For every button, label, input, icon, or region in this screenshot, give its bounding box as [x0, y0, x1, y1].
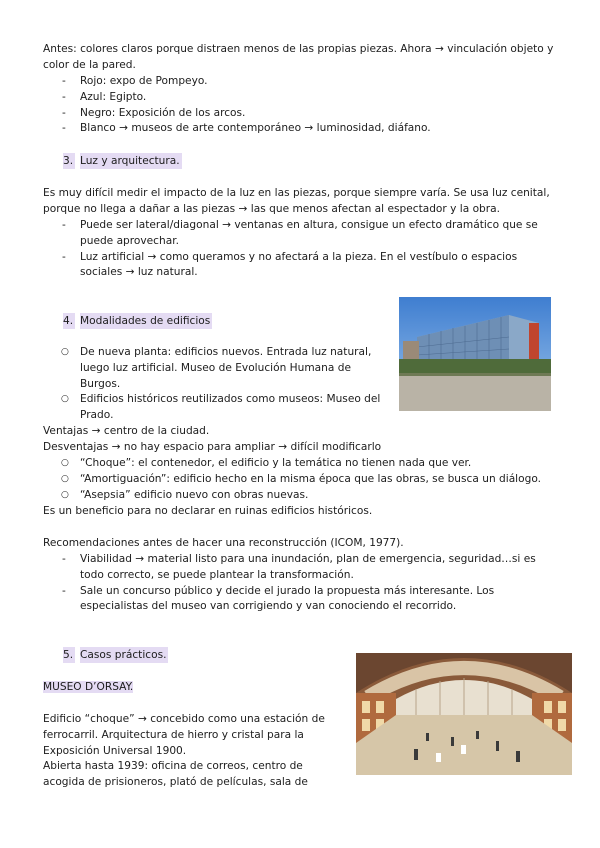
section-number: 5. [63, 649, 74, 661]
list-item: ○ De nueva planta: edificios nuevos. Entrada luz natural, luego luz artificial. Museo de Evolución Humana de Burgos. [61, 346, 372, 390]
ventajas-line: Ventajas → centro de la ciudad. [43, 425, 210, 437]
intro-paragraph: Antes: colores claros porque distraen menos de las propias piezas. Ahora → vinculación objeto y color de la pared. [43, 43, 554, 71]
section-4-sublist [43, 456, 558, 503]
list-item: - Rojo: expo de Pompeyo. [43, 74, 558, 90]
dash-marker: - [62, 584, 66, 597]
section-3-list [43, 218, 558, 281]
list-item: - Sale un concurso público y decide el jurado la propuesta más interesante. Los especialistas del museo van corrigiendo y van conociendo el recorrido. [62, 584, 495, 613]
dash-marker: - [62, 553, 66, 565]
desventajas-line: Desventajas → no hay espacio para ampliar → difícil modificarlo [43, 441, 382, 453]
section-number: 4. [63, 315, 74, 327]
recommendations-list [43, 552, 558, 615]
benefit-line: Es un beneficio para no declarar en ruinas edificios históricos. [43, 505, 373, 517]
list-item: - Viabilidad → material listo para una inundación, plan de emergencia, seguridad…si es todo correcto, se puede plantear la transformación. [62, 553, 536, 581]
dash-marker: - [62, 106, 66, 119]
section-3-paragraph: Es muy difícil medir el impacto de la luz en las piezas, porque siempre varía. Se usa luz cenital, porque no llega a dañar a las piezas → las que menos afectan al espectador y la obra. [43, 187, 550, 215]
list-item: ○ “Asepsia” edificio nuevo con obras nuevas. [43, 488, 558, 504]
museum-building-illustration [399, 297, 551, 411]
dash-marker: - [62, 90, 66, 103]
section-title: Casos prácticos. [80, 649, 167, 661]
list-item: - Negro: Exposición de los arcos. [43, 106, 558, 122]
list-item: - Blanco → museos de arte contemporáneo → luminosidad, diáfano. [43, 121, 558, 137]
list-item: ○ Edificios históricos reutilizados como museos: Museo del Prado. [61, 393, 381, 422]
circle-marker: ○ [61, 458, 69, 468]
section-title: Modalidades de edificios [80, 315, 211, 327]
circle-marker: ○ [61, 489, 69, 500]
orsay-case-title-line [43, 680, 558, 696]
list-item: - Puede ser lateral/diagonal → ventanas en altura, consigue un efecto dramático que se puede aprovechar. [62, 219, 538, 247]
list-item: ○ “Choque”: el contenedor, el edificio y la temática no tienen nada que ver. [43, 456, 558, 472]
circle-marker: ○ [61, 473, 69, 484]
orsay-paragraph-2: Abierta hasta 1939: oficina de correos, centro de acogida de prisioneros, plató de películas, sala de [43, 760, 308, 788]
dash-marker: - [62, 219, 66, 231]
section-title: Luz y arquitectura. [80, 155, 180, 167]
dash-marker: - [62, 122, 66, 135]
recommendations-title: Recomendaciones antes de hacer una reconstrucción (ICOM, 1977). [43, 537, 404, 549]
list-item: - Azul: Egipto. [43, 90, 558, 106]
list-item: - Luz artificial → como queramos y no afectará a la pieza. En el vestíbulo o espacios sociales → luz natural. [62, 250, 518, 279]
circle-marker: ○ [61, 394, 69, 405]
list-item: ○ “Amortiguación”: edificio hecho en la misma época que las obras, se busca un diálogo. [43, 472, 558, 488]
orsay-interior-illustration [356, 653, 572, 775]
orsay-interior-photo [356, 653, 572, 775]
dash-marker: - [62, 250, 66, 263]
dash-marker: - [62, 75, 66, 87]
intro-list [43, 74, 558, 137]
museum-building-photo [399, 297, 551, 411]
orsay-paragraph-1: Edificio “choque” → concebido como una estación de ferrocarril. Arquitectura de hierro y cristal para la Exposición Universal 1900. [43, 713, 325, 757]
circle-marker: ○ [61, 347, 69, 357]
section-number: 3. [63, 155, 74, 167]
case-title: MUSEO D’ORSAY. [43, 681, 134, 693]
section-4-list [43, 345, 393, 424]
